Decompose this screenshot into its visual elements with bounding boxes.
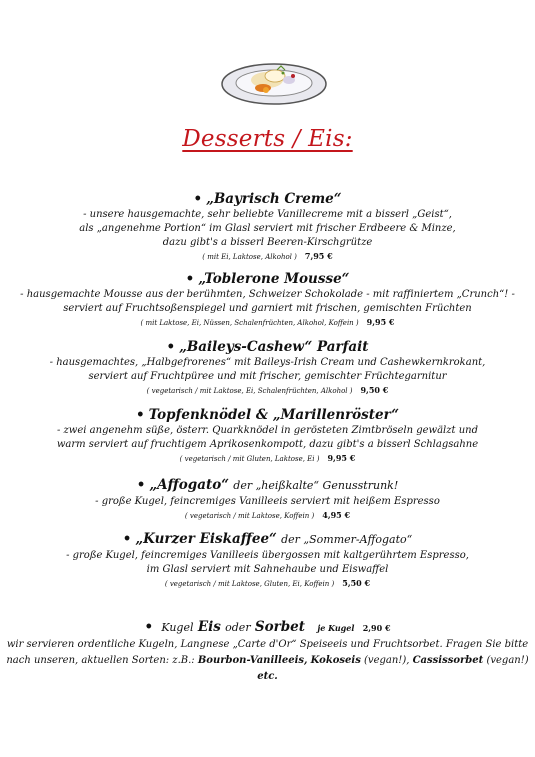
item-name: „Bayrisch Creme“ — [206, 191, 342, 207]
scoop-sorbet: Sorbet — [254, 619, 306, 635]
item-description-line: im Glasl serviert mit Sahnehaube und Eiswaffel — [146, 564, 389, 575]
scoop-eis: Eis — [197, 619, 221, 635]
item-allergens: ( mit Ei, Laktose, Alkohol ) — [202, 253, 297, 261]
item-description-line: - große Kugel, feincremiges Vanilleeis übergossen mit kaltgerührtem Espresso, — [66, 550, 469, 561]
item-description-line: serviert auf Fruchtpüree und mit frischer, gemischter Früchtegarnitur — [88, 371, 447, 382]
item-name: Topfenknödel & „Marillenröster“ — [148, 407, 399, 423]
item-description-line: - hausgemachtes, „Halbgefrorenes“ mit Baileys-Irish Cream und Cashewkernkrokant, — [49, 357, 486, 368]
bullet: • — [185, 271, 195, 287]
item-price: 9,50 € — [360, 385, 389, 395]
item-description-line: als „angenehme Portion“ im Glasl serviert mit frischer Erdbeere & Minze, — [79, 223, 456, 234]
menu-item-toblerone-mousse — [0, 270, 535, 329]
flavor-name: Cassissorbet — [412, 655, 484, 666]
item-price: 5,50 € — [342, 578, 371, 588]
item-allergens: ( vegetarisch / mit Gluten, Laktose, Ei ) — [179, 455, 320, 463]
bullet: • — [166, 339, 176, 355]
etc-text: etc. — [257, 671, 278, 682]
item-allergens: ( mit Laktose, Ei, Nüssen, Schalenfrüchten, Alkohol, Koffein ) — [140, 319, 359, 327]
scoop-description-prefix: nach unseren, aktuellen Sorten: z.B.: — [6, 655, 195, 666]
item-description-line: serviert auf Fruchtsoßenspiegel und garniert mit frischen, gemischten Früchten — [63, 303, 472, 314]
bullet: • — [144, 619, 154, 635]
menu-item-baileys-parfait — [0, 338, 535, 397]
item-description-line: - hausgemachte Mousse aus der berühmten, Schweizer Schokolade - mit raffiniertem „Crunch“! - — [20, 289, 515, 300]
bullet: • — [136, 407, 145, 423]
item-price: 7,95 € — [304, 251, 333, 261]
vegan-note: (vegan!), — [364, 655, 410, 666]
scoop-pre: Kugel — [161, 621, 194, 634]
menu-item-kurzer-eiskaffee — [0, 530, 535, 590]
menu-item-kugel-eis-sorbet — [0, 618, 535, 685]
menu-item-affogato — [0, 476, 535, 522]
bullet: • — [193, 191, 203, 207]
item-description-line: - unsere hausgemachte, sehr beliebte Vanillecreme mit a bisserl „Geist“, — [83, 209, 452, 220]
flavor-name: Kokoseis — [310, 655, 361, 666]
flavor-name: Bourbon-Vanilleeis, — [197, 655, 308, 666]
item-price: 4,95 € — [322, 510, 351, 520]
item-description-line: warm serviert auf fruchtigem Aprikosenkompott, dazu gibt's a bisserl Schlagsahne — [56, 439, 479, 450]
page-title: Desserts / Eis: — [182, 126, 353, 152]
scoop-per-unit: je Kugel — [317, 623, 355, 633]
item-price: 9,95 € — [327, 453, 356, 463]
item-allergens: ( vegetarisch / mit Laktose, Ei, Schalenfrüchten, Alkohol ) — [146, 387, 353, 395]
scoop-oder: oder — [225, 621, 251, 634]
item-allergens: ( vegetarisch / mit Laktose, Gluten, Ei, Koffein ) — [164, 580, 335, 588]
item-name: „Kurzer Eiskaffee“ — [135, 531, 277, 547]
item-name: „Baileys-Cashew“ Parfait — [179, 339, 369, 355]
item-description-line: - zwei angenehm süße, österr. Quarkknödel in gerösteten Zimtbröseln gewälzt und — [56, 425, 479, 436]
item-allergens: ( vegetarisch / mit Laktose, Koffein ) — [184, 512, 315, 520]
bullet: • — [136, 477, 146, 493]
item-name: „Toblerone Mousse“ — [198, 271, 350, 287]
menu-item-topfenknoedel — [0, 406, 535, 465]
menu-item-bayrisch-creme — [0, 190, 535, 263]
item-price: 2,90 € — [362, 623, 391, 633]
scoop-description-line: wir servieren ordentliche Kugeln, Langnese „Carte d'Or“ Speiseeis und Fruchtsorbet. Fragen Sie bitte — [6, 639, 529, 650]
dessert-plate-illustration — [219, 58, 329, 110]
item-name: „Affogato“ — [149, 477, 229, 493]
bullet: • — [122, 531, 132, 547]
item-price: 9,95 € — [366, 317, 395, 327]
vegan-note: (vegan!) — [486, 655, 529, 666]
item-description-line: dazu gibt's a bisserl Beeren-Kirschgrütze — [162, 237, 373, 248]
item-description-line: - große Kugel, feincremiges Vanilleeis serviert mit heißem Espresso — [95, 496, 440, 507]
item-tagline: der „Sommer-Affogato“ — [281, 533, 413, 546]
item-tagline: der „heißkalte“ Genusstrunk! — [233, 479, 399, 492]
